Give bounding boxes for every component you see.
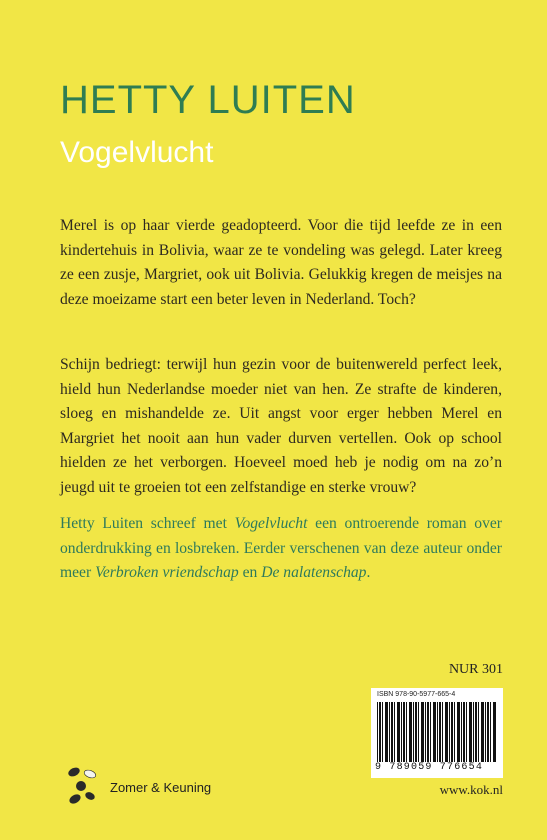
about-text-2: een ontroerende roman over onderdrukking en losbreken. Eerder verschenen van deze auteur onder meer [60, 515, 502, 582]
blurb-paragraph-2: Schijn bedriegt: terwijl hun gezin voor de buitenwereld perfect leek, hield hun Nederlandse moeder niet van hen. Ze strafte de kinderen, sloeg en mishandelde ze. Uit angst voor erger hebben Merel en Margriet het nooit aan hun vader durven vertellen. Ook op school hielden ze het verborgen. Hoeveel moed heb je nodig om na zo’n jeugd uit te groeien tot een zelfstandige en sterke vrouw? [60, 356, 502, 496]
book-reference-1: Vogelvlucht [234, 515, 308, 532]
barcode-number: 9 789059 776654 [375, 762, 484, 773]
about-text-4: . [366, 564, 371, 582]
book-reference-2: Verbroken vriendschap [95, 564, 239, 582]
book-title: Vogelvlucht [60, 136, 214, 169]
barcode-icon [377, 702, 497, 762]
book-reference-3: De nalatenschap [261, 564, 367, 582]
bird-logo-icon [66, 764, 100, 808]
about-text-3: en [238, 564, 262, 582]
about-author-paragraph [60, 512, 502, 586]
publisher-name: Zomer & Keuning [110, 780, 212, 795]
nur-code: NUR 301 [448, 662, 503, 677]
about-text-1: Hetty Luiten schreef met [60, 515, 235, 532]
barcode-box [371, 688, 503, 778]
isbn-label: ISBN 978-90-5977-665-4 [377, 691, 456, 698]
blurb-paragraph-1: Merel is op haar vierde geadopteerd. Voor die tijd leefde ze in een kindertehuis in Bolivia, waar ze te vondeling was gelegd. Later kreeg ze een zusje, Margriet, ook uit Bolivia. Gelukkig kregen de meisjes na deze moeizame start een beter leven in Nederland. Toch? [60, 217, 502, 308]
author-name: HETTY LUITEN [60, 78, 356, 122]
website-url: www.kok.nl [439, 782, 503, 797]
